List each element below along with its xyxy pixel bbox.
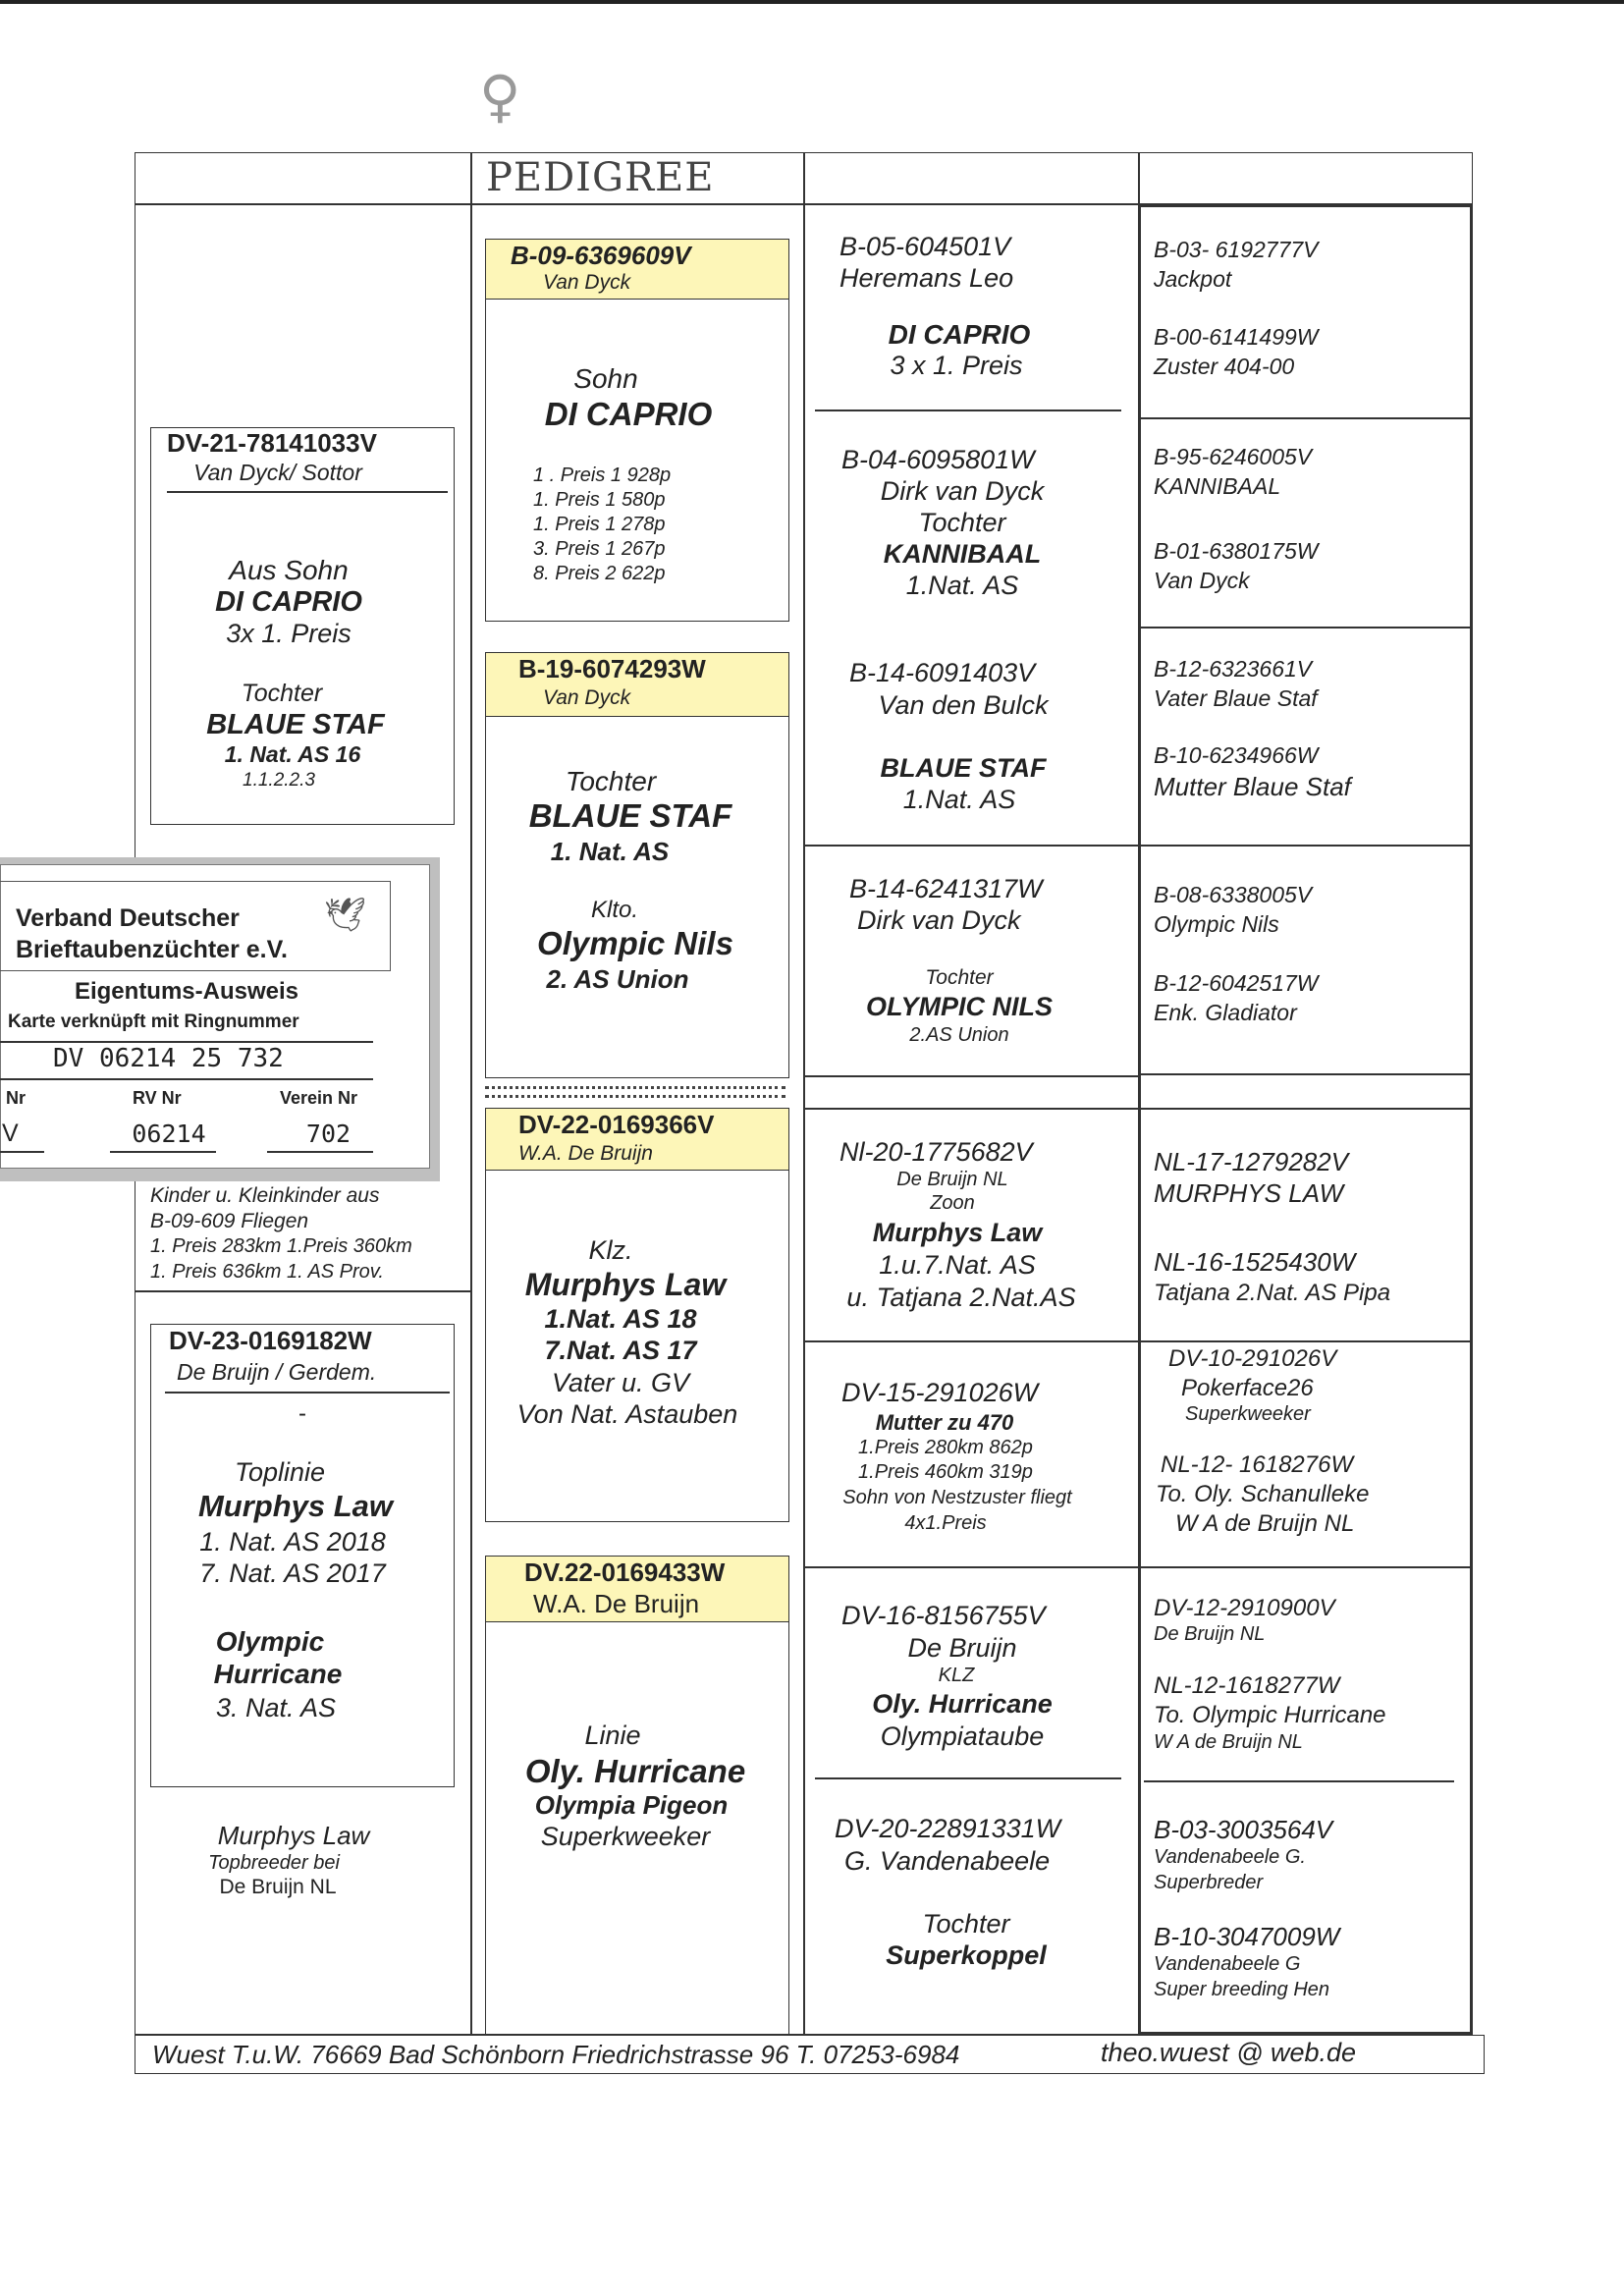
ggp-3-line-1: B-12-6323661V — [1154, 656, 1313, 682]
gp-4-line-2: Dirk van Dyck — [857, 905, 1021, 935]
dam-side-foot-3: De Bruijn NL — [219, 1876, 337, 1898]
parent-4-line-1: Linie — [584, 1721, 641, 1750]
subject-ring: DV-21-78141033V — [167, 428, 377, 458]
dam-side-underline — [165, 1392, 450, 1393]
gp-7-line-2: De Bruijn — [907, 1633, 1017, 1663]
gp-7-ring: DV-16-8156755V — [841, 1601, 1046, 1630]
gp-1-line-4: 3 x 1. Preis — [890, 351, 1023, 380]
dam-side-ring: DV-23-0169182W — [169, 1326, 372, 1355]
subject-note-2: B-09-609 Fliegen — [150, 1210, 309, 1232]
col1-divider — [135, 1290, 470, 1292]
ggp-8-line-6: Super breeding Hen — [1154, 1979, 1330, 2000]
ggp-8-line-2: Vandenabeele G. — [1154, 1846, 1306, 1868]
parent-1-ring: B-09-6369609V — [511, 241, 691, 270]
gp-3-ring: B-14-6091403V — [849, 658, 1036, 687]
subject-line-6: 1. Nat. AS 16 — [224, 741, 361, 767]
ggp-1-line-4: Zuster 404-00 — [1154, 354, 1295, 379]
gp-divider-a — [803, 845, 1138, 847]
parent-1-prize-2: 1. Preis 1 580p — [533, 489, 666, 511]
ggp-6-line-4: NL-12- 1618276W — [1161, 1451, 1354, 1478]
parent-1-prize-4: 3. Preis 1 267p — [533, 538, 666, 560]
ggp-7-line-5: W A de Bruijn NL — [1154, 1731, 1303, 1753]
gp-3-line-4: 1.Nat. AS — [902, 785, 1016, 814]
gp-2-ring: B-04-6095801W — [841, 445, 1035, 474]
ggp-1-line-1: B-03- 6192777V — [1154, 237, 1319, 262]
parent-4-line-2: Oly. Hurricane — [524, 1753, 746, 1789]
gp-divider-d — [803, 1340, 1138, 1342]
subject-line-4: Tochter — [241, 680, 323, 707]
parent-4-breeder: W.A. De Bruijn — [533, 1589, 700, 1618]
subject-breeder: Van Dyck/ Sottor — [193, 460, 362, 485]
dam-side-line-7: 3. Nat. AS — [215, 1693, 337, 1722]
parent-2-line-3: 1. Nat. AS — [550, 837, 670, 866]
parent-4-line-4: Superkweeker — [540, 1822, 711, 1851]
gp-4-ring: B-14-6241317W — [849, 874, 1043, 903]
ggp-6-line-6: W A de Bruijn NL — [1175, 1510, 1355, 1537]
parent-1-breeder: Van Dyck — [543, 271, 631, 294]
ggp-divider-8 — [1144, 1780, 1454, 1782]
page-title: PEDIGREE — [486, 155, 715, 200]
ggp-8-line-1: B-03-3003564V — [1154, 1815, 1333, 1844]
ggp-7-line-4: To. Olympic Hurricane — [1154, 1702, 1386, 1728]
gp-8-line-2: G. Vandenabeele — [844, 1846, 1051, 1876]
gp-3-line-2: Van den Bulck — [878, 690, 1049, 720]
gp-5-line-2: De Bruijn NL — [896, 1169, 1008, 1190]
card-col-nr: Nr — [6, 1088, 27, 1108]
ggp-divider-4 — [1138, 1073, 1473, 1075]
ggp-5-line-1: NL-17-1279282V — [1154, 1147, 1349, 1176]
parent-3-line-3: 1.Nat. AS 18 — [544, 1304, 697, 1334]
gp-6-line-3: 1.Preis 280km 862p — [858, 1437, 1033, 1458]
card-col-rv: RV Nr — [133, 1088, 182, 1108]
subject-note-3: 1. Preis 283km 1.Preis 360km — [150, 1235, 412, 1257]
card-col-verein: Verein Nr — [280, 1088, 358, 1108]
ggp-divider-6 — [1138, 1340, 1473, 1342]
ggp-2-line-1: B-95-6246005V — [1154, 444, 1313, 469]
parent-3-line-4: 7.Nat. AS 17 — [544, 1336, 697, 1365]
gp-1-line-2: Heremans Leo — [839, 263, 1014, 293]
dam-side-dash: - — [298, 1400, 306, 1427]
dam-side-breeder: De Bruijn / Gerdem. — [177, 1359, 377, 1385]
parent-2-line-2: BLAUE STAF — [528, 797, 732, 834]
parent-3-breeder: W.A. De Bruijn — [518, 1142, 653, 1165]
ggp-6-line-2: Pokerface26 — [1181, 1375, 1314, 1401]
gp-2-line-3: Tochter — [918, 508, 1006, 537]
subject-line-1: Aus Sohn — [229, 555, 349, 585]
card-val-rule-3 — [267, 1151, 373, 1153]
gp-divider-g — [815, 1777, 1121, 1779]
ggp-6-line-1: DV-10-291026V — [1168, 1345, 1337, 1372]
parent-3-line-2: Murphys Law — [524, 1267, 727, 1302]
card-val-nr: V — [2, 1120, 19, 1147]
ggp-2-line-3: B-01-6380175W — [1154, 538, 1319, 564]
parent-1-prize-1: 1 . Preis 1 928p — [533, 464, 672, 486]
card-org-line-2: Brieftaubenzüchter e.V. — [16, 936, 288, 963]
dam-side-foot-1: Murphys Law — [217, 1821, 370, 1850]
gp-7-line-4: Oly. Hurricane — [872, 1689, 1053, 1719]
ggp-4-line-4: Enk. Gladiator — [1154, 1000, 1297, 1025]
col-divider-2 — [803, 152, 805, 2035]
gp-divider-f — [815, 410, 1121, 411]
subject-line-7: 1.1.2.2.3 — [243, 770, 315, 791]
ggp-4-line-3: B-12-6042517W — [1154, 970, 1319, 996]
ggp-6-line-3: Superkweeker — [1185, 1403, 1311, 1425]
ggp-5-line-4: Tatjana 2.Nat. AS Pipa — [1154, 1280, 1391, 1306]
gp-2-line-2: Dirk van Dyck — [880, 476, 1045, 506]
parent-4-ring: DV.22-0169433W — [524, 1557, 726, 1587]
ggp-8-line-4: B-10-3047009W — [1154, 1922, 1340, 1951]
ggp-4-line-1: B-08-6338005V — [1154, 882, 1313, 907]
dam-side-line-1: Toplinie — [234, 1457, 326, 1487]
ggp-3-line-2: Vater Blaue Staf — [1154, 685, 1318, 711]
ggp-6-line-5: To. Oly. Schanulleke — [1156, 1481, 1370, 1507]
gp-6-line-2: Mutter zu 470 — [875, 1410, 1014, 1435]
gp-7-line-5: Olympiataube — [880, 1721, 1045, 1751]
card-val-rule-1 — [0, 1151, 44, 1153]
parent-2-breeder: Van Dyck — [543, 686, 631, 709]
parent-1-line-2: DI CAPRIO — [544, 396, 713, 432]
ggp-divider-5 — [1138, 1108, 1473, 1110]
scan-top-border — [0, 0, 1624, 4]
card-val-rv: 06214 — [132, 1120, 206, 1148]
ggp-2-line-2: KANNIBAAL — [1154, 473, 1281, 499]
gp-divider-e — [803, 1566, 1138, 1568]
gp-5-line-6: u. Tatjana 2.Nat.AS — [846, 1283, 1076, 1312]
dam-side-line-5: Olympic — [215, 1626, 325, 1657]
ggp-4-line-2: Olympic Nils — [1154, 911, 1279, 937]
parent-1-prize-5: 8. Preis 2 622p — [533, 563, 666, 584]
gp-4-line-3: Tochter — [925, 966, 994, 989]
card-rule-2 — [0, 1078, 373, 1080]
gp-5-line-5: 1.u.7.Nat. AS — [879, 1250, 1036, 1280]
gp-3-line-3: BLAUE STAF — [880, 753, 1047, 783]
gp-6-line-4: 1.Preis 460km 319p — [858, 1461, 1033, 1483]
card-rule-1 — [0, 1041, 373, 1043]
card-val-verein: 702 — [305, 1120, 352, 1148]
parent-3-ring: DV-22-0169366V — [518, 1110, 715, 1139]
parent-2-line-6: 2. AS Union — [546, 964, 689, 994]
ggp-7-line-2: De Bruijn NL — [1154, 1623, 1266, 1645]
gp-4-line-5: 2.AS Union — [909, 1024, 1009, 1046]
parent-2-line-4: Klto. — [590, 897, 639, 923]
subject-note-1: Kinder u. Kleinkinder aus — [150, 1184, 380, 1207]
col-divider-1 — [470, 152, 472, 2035]
ggp-5-line-3: NL-16-1525430W — [1154, 1247, 1356, 1277]
card-ring-number: DV 06214 25 732 — [53, 1044, 284, 1073]
gp-5-line-3: Zoon — [930, 1192, 975, 1214]
pigeon-logo-icon: 🕊 — [324, 897, 367, 934]
ggp-1-line-3: B-00-6141499W — [1154, 324, 1319, 350]
ggp-1-line-2: Jackpot — [1154, 266, 1232, 292]
ggp-7-line-1: DV-12-2910900V — [1154, 1595, 1335, 1621]
gp-divider-b — [803, 1075, 1138, 1077]
gp-7-line-3: KLZ — [938, 1665, 975, 1686]
subject-line-5: BLAUE STAF — [206, 709, 385, 740]
subject-line-3: 3x 1. Preis — [226, 619, 352, 648]
parent-3-line-5: Vater u. GV — [551, 1368, 690, 1397]
parent-1-line-1: Sohn — [573, 363, 638, 394]
dam-side-line-6: Hurricane — [213, 1659, 343, 1689]
parent-2-ring: B-19-6074293W — [518, 654, 706, 683]
parent-4-line-3: Olympia Pigeon — [534, 1790, 729, 1820]
gp-1-line-3: DI CAPRIO — [888, 319, 1031, 350]
ggp-divider-3 — [1138, 845, 1473, 847]
parent-2-line-5: Olympic Nils — [537, 925, 733, 961]
gp-5-ring: Nl-20-1775682V — [839, 1137, 1033, 1167]
card-title: Eigentums-Ausweis — [74, 978, 299, 1005]
footer-email[interactable]: theo.wuest @ web.de — [1101, 2038, 1357, 2067]
gp-8-line-3: Tochter — [922, 1909, 1010, 1939]
dam-side-line-4: 7. Nat. AS 2017 — [199, 1558, 386, 1588]
gp-6-ring: DV-15-291026W — [841, 1378, 1039, 1407]
subject-line-2: DI CAPRIO — [215, 586, 362, 618]
dam-side-line-3: 1. Nat. AS 2018 — [199, 1527, 386, 1557]
footer-address: Wuest T.u.W. 76669 Bad Schönborn Friedrichstrasse 96 T. 07253-6984 — [152, 2040, 960, 2069]
ggp-3-line-3: B-10-6234966W — [1154, 742, 1319, 768]
ggp-divider-1 — [1138, 417, 1473, 419]
ggp-7-line-3: NL-12-1618277W — [1154, 1672, 1340, 1699]
ggp-8-line-3: Superbreder — [1154, 1872, 1264, 1893]
ggp-8-line-5: Vandenabeele G — [1154, 1953, 1301, 1975]
subject-note-4: 1. Preis 636km 1. AS Prov. — [150, 1261, 384, 1283]
gp-5-line-4: Murphys Law — [872, 1218, 1043, 1247]
gp-8-line-4: Superkoppel — [886, 1940, 1047, 1970]
ggp-divider-7 — [1138, 1566, 1473, 1568]
gp-1-ring: B-05-604501V — [839, 232, 1011, 261]
dotted-separator — [485, 1086, 785, 1098]
gp-2-line-5: 1.Nat. AS — [905, 571, 1019, 600]
gp-4-line-4: OLYMPIC NILS — [865, 992, 1053, 1021]
subject-underline — [167, 491, 448, 493]
parent-2-line-1: Tochter — [565, 766, 657, 796]
ggp-3-line-4: Mutter Blaue Staf — [1154, 772, 1351, 801]
gp-6-line-5: Sohn von Nestzuster fliegt — [842, 1487, 1072, 1508]
ggp-divider-2 — [1138, 627, 1473, 628]
gp-2-line-4: KANNIBAAL — [883, 539, 1042, 569]
gp-6-line-6: 4x1.Preis — [904, 1512, 987, 1534]
card-val-rule-2 — [110, 1151, 216, 1153]
dam-side-line-2: Murphys Law — [197, 1489, 394, 1523]
female-symbol: ♀ — [479, 63, 521, 130]
gp-divider-c — [803, 1108, 1138, 1110]
ggp-5-line-2: MURPHYS LAW — [1154, 1178, 1344, 1208]
ggp-2-line-4: Van Dyck — [1154, 568, 1250, 593]
parent-3-line-1: Klz. — [588, 1235, 633, 1265]
gp-8-ring: DV-20-22891331W — [835, 1814, 1061, 1843]
card-org-line-1: Verband Deutscher — [16, 904, 240, 932]
card-subtitle: Karte verknüpft mit Ringnummer — [8, 1011, 299, 1032]
parent-1-prize-3: 1. Preis 1 278p — [533, 514, 666, 535]
parent-3-line-6: Von Nat. Astauben — [516, 1399, 738, 1429]
dam-side-foot-2: Topbreeder bei — [208, 1852, 340, 1874]
